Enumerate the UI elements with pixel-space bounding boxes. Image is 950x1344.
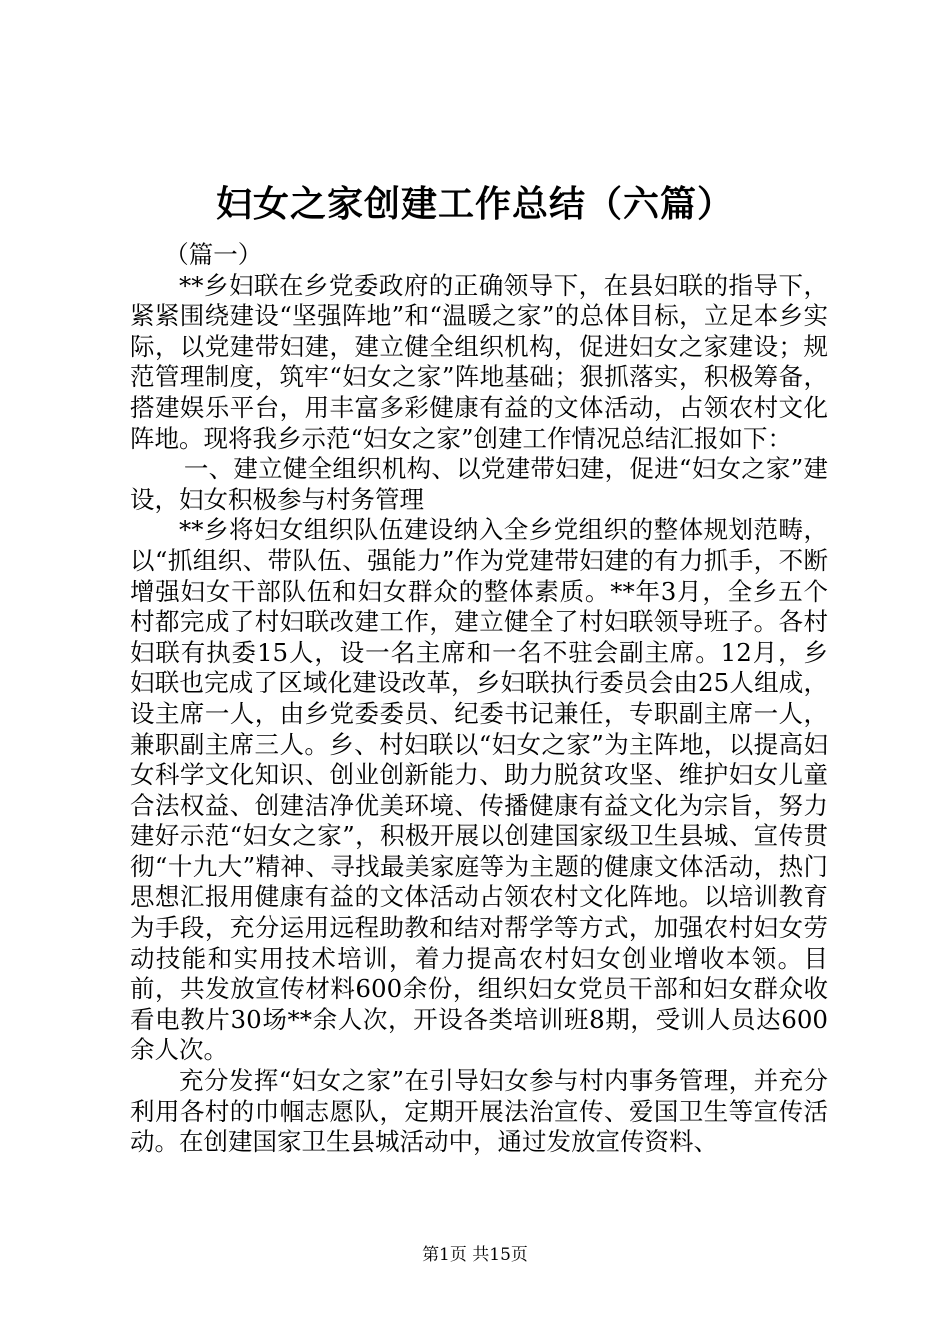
intro-paragraph: **乡妇联在乡党委政府的正确领导下，在县妇联的指导下，紧紧围绕建设“坚强阵地”和“温暖之家”的总体目标，立足本乡实际，以党建带妇建，建立健全组织机构，促进妇女之家建设；规范管理制度，筑牢“妇女之家”阵地基础；狠抓落实，积极筹备，搭建娱乐平台，用丰富多彩健康有益的文体活动，占领农村文化阵地。现将我乡示范“妇女之家”创建工作情况总结汇报如下： <box>130 270 828 453</box>
section-label: （篇一） <box>164 240 263 269</box>
document-title: 妇女之家创建工作总结（六篇） <box>215 183 734 225</box>
body-paragraph: 充分发挥“妇女之家”在引导妇女参与村内事务管理，并充分利用各村的巾帼志愿队，定期开展法治宣传、爱国卫生等宣传活动。在创建国家卫生县城活动中，通过发放宣传资料、 <box>130 1066 828 1157</box>
page-footer: 第1页 共15页 <box>422 1245 528 1265</box>
body-paragraph: **乡将妇女组织队伍建设纳入全乡党组织的整体规划范畴，以“抓组织、带队伍、强能力”作为党建带妇建的有力抓手，不断增强妇女干部队伍和妇女群众的整体素质。**年3月，全乡五个村都完成了村妇联改建工作，建立健全了村妇联领导班子。各村妇联有执委15人，设一名主席和一名不驻会副主席。12月，乡妇联也完成了区域化建设改革，乡妇联执行委员会由25人组成，设主席一人，由乡党委委员、纪委书记兼任，专职副主席一人，兼职副主席三人。乡、村妇联以“妇女之家”为主阵地，以提高妇女科学文化知识、创业创新能力、助力脱贫攻坚、维护妇女儿童合法权益、创建洁净优美环境、传播健康有益文化为宗旨，努力建好示范“妇女之家”，积极开展以创建国家级卫生县城、宣传贯彻“十九大”精神、寻找最美家庭等为主题的健康文体活动，热门思想汇报用健康有益的文体活动占领农村文化阵地。以培训教育为手段，充分运用远程助教和结对帮学等方式，加强农村妇女劳动技能和实用技术培训，着力提高农村妇女创业增收本领。目前，共发放宣传材料600余份，组织妇女党员干部和妇女群众收看电教片30场**余人次，开设各类培训班8期，受训人员达600余人次。 <box>130 515 828 1065</box>
document-body <box>130 240 828 1158</box>
section-heading: 一、建立健全组织机构、以党建带妇建，促进“妇女之家”建设，妇女积极参与村务管理 <box>130 454 828 514</box>
